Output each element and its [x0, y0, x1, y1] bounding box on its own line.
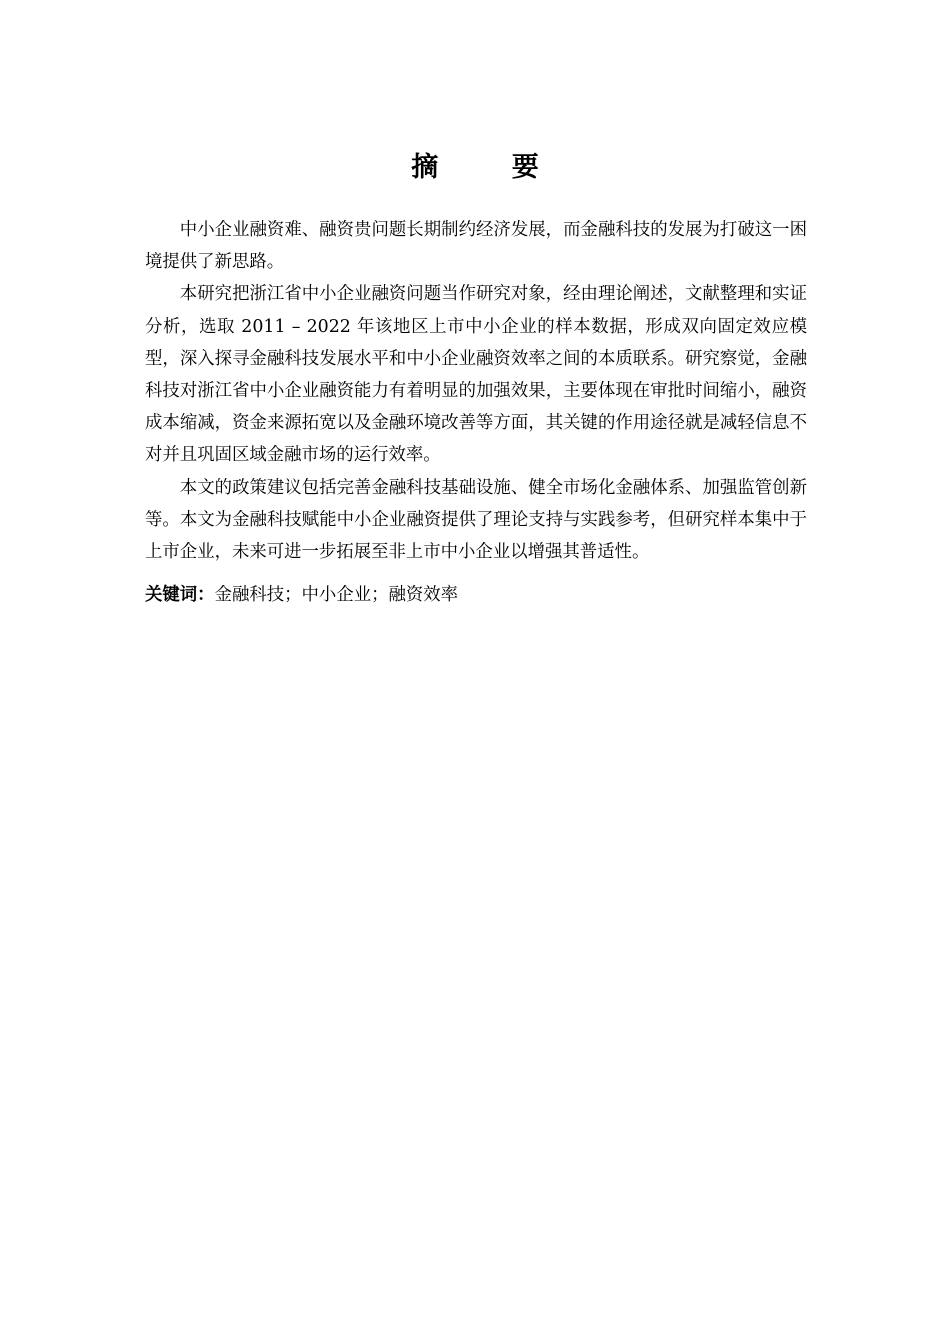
abstract-paragraph-2: 本研究把浙江省中小企业融资问题当作研究对象，经由理论阐述，文献整理和实证分析，选取 2011 – 2022 年该地区上市中小企业的样本数据，形成双向固定效应模型，深入探寻金融科技发展水平和中小企业融资效率之间的本质联系。研究察觉，金融科技对浙江省中小企业融资能力有着明显的加强效果，主要体现在审批时间缩小，融资成本缩减，资金来源拓宽以及金融环境改善等方面，其关键的作用途径就是减轻信息不对并且巩固区域金融市场的运行效率。 — [145, 284, 807, 466]
keywords-text: 金融科技；中小企业；融资效率 — [214, 585, 459, 606]
page-title: 摘 要 — [411, 152, 571, 183]
abstract-paragraph-3: 本文的政策建议包括完善金融科技基础设施、健全市场化金融体系、加强监管创新等。本文为金融科技赋能中小企业融资提供了理论支持与实践参考，但研究样本集中于上市企业，未来可进一步拓展至非上市中小企业以增强其普适性。 — [145, 477, 807, 563]
keywords-label: 关键词： — [145, 585, 215, 606]
abstract-paragraph-1: 中小企业融资难、融资贵问题长期制约经济发展，而金融科技的发展为打破这一困境提供了新思路。 — [145, 220, 807, 273]
abstract-body — [145, 214, 807, 611]
keywords-line — [145, 579, 807, 611]
